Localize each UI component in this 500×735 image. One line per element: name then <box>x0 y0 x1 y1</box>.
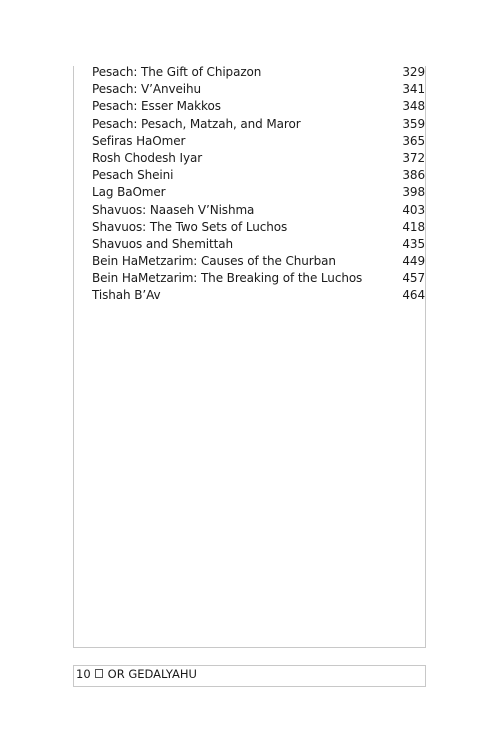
toc-entry-page: 435 <box>402 236 425 251</box>
toc-entry-page: 403 <box>402 202 425 217</box>
toc-entry-title: Pesach: V’Anveihu <box>92 82 202 97</box>
toc-entry-title: Pesach: The Gift of Chipazon <box>92 65 262 79</box>
toc-entry <box>92 81 425 98</box>
toc-entry-title: Lag BaOmer <box>92 185 166 200</box>
toc-entry <box>92 236 425 253</box>
toc-entry-page: 329 <box>402 65 425 79</box>
toc-entry <box>92 253 425 270</box>
box-glyph-icon <box>95 669 103 678</box>
toc-entry-title: Sefiras HaOmer <box>92 133 186 148</box>
footer-running-title: OR GEDALYAHU <box>107 667 197 681</box>
toc-entry <box>92 202 425 219</box>
toc-entry-page: 457 <box>402 271 425 286</box>
toc-entry-page: 386 <box>402 168 425 183</box>
toc-entry-title: Bein HaMetzarim: The Breaking of the Luchos <box>92 271 363 286</box>
toc-entry <box>92 219 425 236</box>
toc-entry <box>92 98 425 115</box>
toc-entry-page: 464 <box>402 288 425 303</box>
toc-entry <box>92 287 425 304</box>
page-footer <box>73 665 426 687</box>
toc-entry-page: 359 <box>402 116 425 131</box>
table-of-contents <box>92 64 425 305</box>
toc-entry-page: 449 <box>402 254 425 269</box>
toc-entry-page: 372 <box>402 150 425 165</box>
toc-entry-page: 365 <box>402 133 425 148</box>
toc-entry-title: Pesach: Pesach, Matzah, and Maror <box>92 116 301 131</box>
toc-entry <box>92 184 425 201</box>
toc-entry-title: Bein HaMetzarim: Causes of the Churban <box>92 254 336 269</box>
toc-entry-title: Rosh Chodesh Iyar <box>92 150 203 165</box>
toc-entry <box>92 133 425 150</box>
toc-entry-title: Tishah B’Av <box>92 288 161 303</box>
toc-entry <box>92 116 425 133</box>
toc-entry <box>92 64 425 81</box>
toc-entry-page: 341 <box>402 82 425 97</box>
toc-entry-title: Shavuos: The Two Sets of Luchos <box>92 219 288 234</box>
footer-page-number: 10 <box>76 667 91 681</box>
toc-entry <box>92 167 425 184</box>
toc-entry-page: 348 <box>402 99 425 114</box>
toc-entry-title: Pesach: Esser Makkos <box>92 99 221 114</box>
toc-entry-page: 398 <box>402 185 425 200</box>
toc-entry-title: Pesach Sheini <box>92 168 174 183</box>
toc-entry <box>92 270 425 287</box>
toc-frame <box>73 66 426 648</box>
toc-entry-title: Shavuos and Shemittah <box>92 236 233 251</box>
toc-entry-page: 418 <box>402 219 425 234</box>
toc-entry-title: Shavuos: Naaseh V’Nishma <box>92 202 255 217</box>
toc-entry <box>92 150 425 167</box>
